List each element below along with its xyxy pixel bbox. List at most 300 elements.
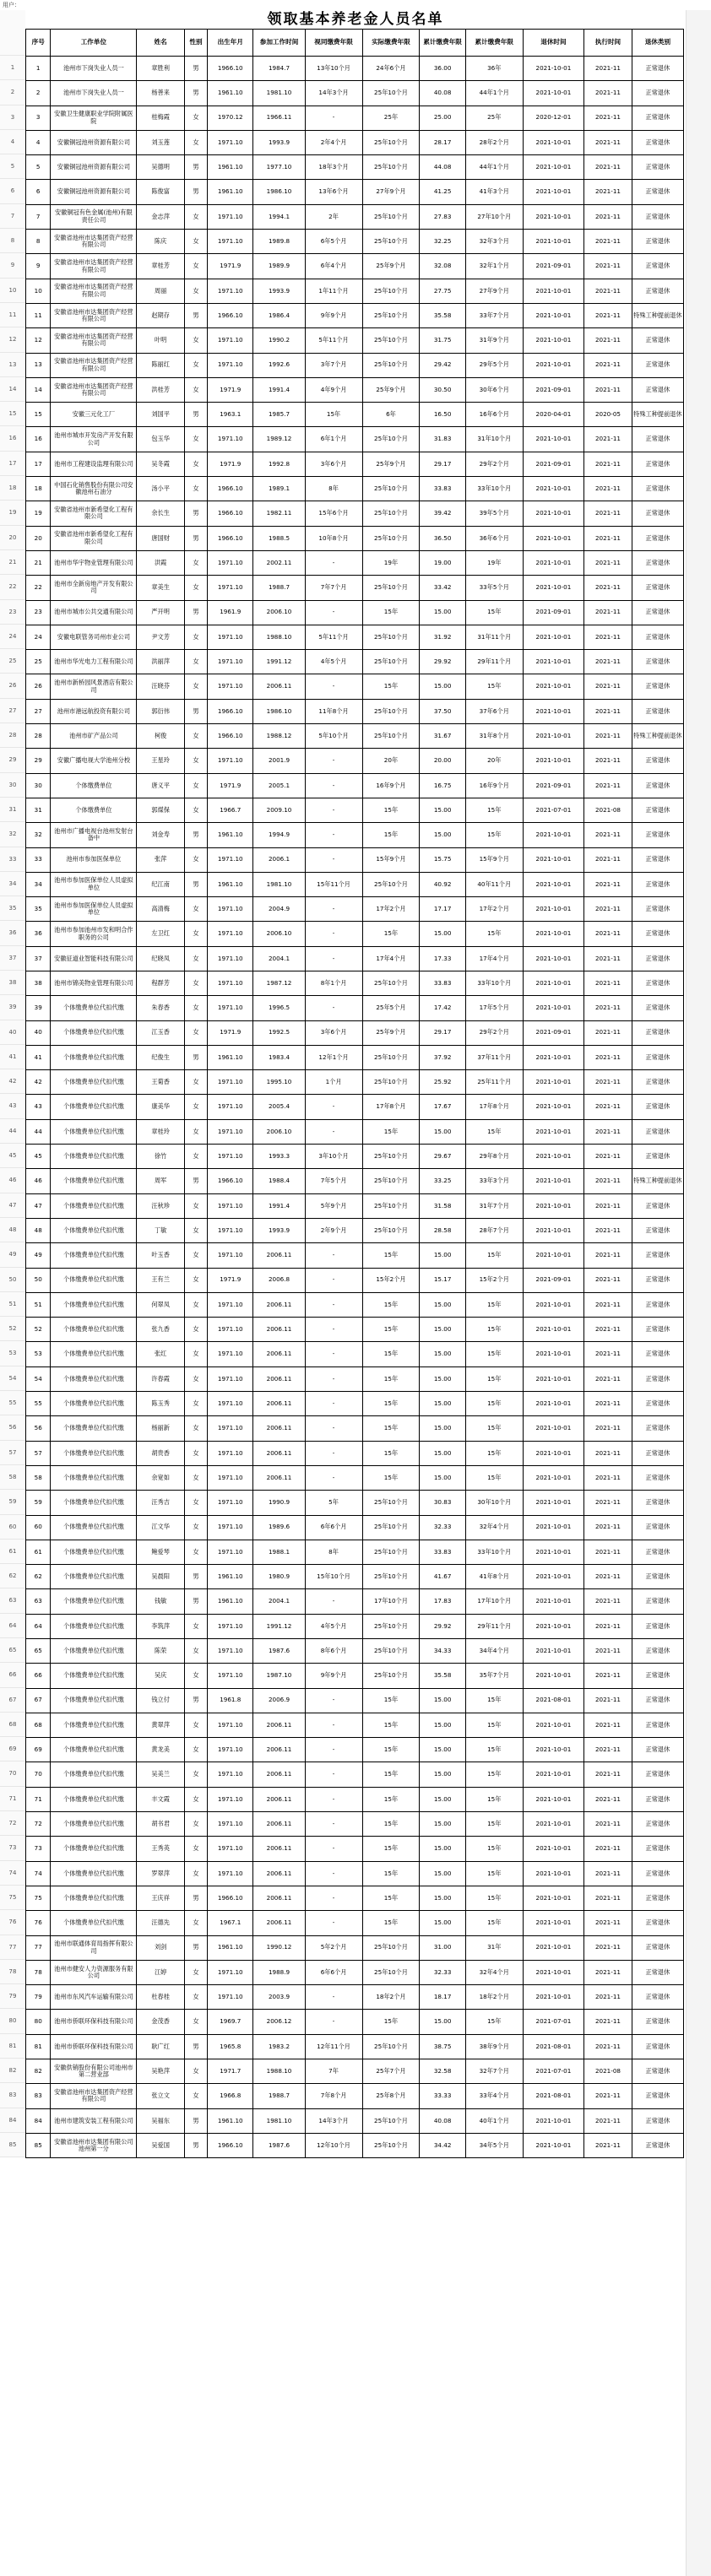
table-row bbox=[26, 254, 684, 279]
table-cell: 女 bbox=[184, 946, 207, 971]
row-header: 40 bbox=[0, 1020, 25, 1045]
table-cell: 16年9个月 bbox=[362, 773, 420, 798]
table-cell: 正常退休 bbox=[632, 230, 683, 254]
table-cell: 15年 bbox=[362, 1366, 420, 1391]
table-cell: 25年10个月 bbox=[362, 1169, 420, 1193]
row-header: 72 bbox=[0, 1811, 25, 1836]
table-cell: 张红 bbox=[137, 1342, 185, 1366]
table-row bbox=[26, 279, 684, 303]
table-cell: 74 bbox=[26, 1861, 51, 1886]
table-row bbox=[26, 1515, 684, 1540]
table-cell: 特殊工种提前退休 bbox=[632, 403, 683, 427]
table-cell: 池州市新桥园风景酒店有限公司 bbox=[51, 674, 137, 699]
table-cell: 2021-11 bbox=[584, 1886, 632, 1910]
row-header: 61 bbox=[0, 1540, 25, 1564]
table-cell: 2006.11 bbox=[253, 1762, 305, 1787]
table-cell: 2021-11 bbox=[584, 1614, 632, 1638]
table-cell: 3年10个月 bbox=[305, 1145, 362, 1169]
table-cell: 吴美兰 bbox=[137, 1762, 185, 1787]
table-cell: 叶明 bbox=[137, 328, 185, 353]
table-cell: 杨丽新 bbox=[137, 1416, 185, 1441]
table-cell: 2021-11 bbox=[584, 1589, 632, 1614]
table-cell: 池州市下岗失业人员一 bbox=[51, 81, 137, 106]
table-cell: 10 bbox=[26, 279, 51, 303]
table-cell: 15.00 bbox=[420, 1416, 465, 1441]
table-cell: 25年10个月 bbox=[362, 699, 420, 723]
table-cell: 25年10个月 bbox=[362, 477, 420, 501]
table-cell: 正常退休 bbox=[632, 1837, 683, 1861]
table-cell: 32 bbox=[26, 823, 51, 847]
table-cell: 正常退休 bbox=[632, 1911, 683, 1935]
table-cell: 2021-11 bbox=[584, 81, 632, 106]
table-cell: 吴艳萍 bbox=[137, 2059, 185, 2084]
table-cell: 1991.4 bbox=[253, 1193, 305, 1218]
table-cell: 1984.7 bbox=[253, 57, 305, 81]
row-header: 32 bbox=[0, 822, 25, 847]
table-cell: 1971.10 bbox=[208, 1639, 253, 1664]
table-row bbox=[26, 452, 684, 476]
table-cell: 正常退休 bbox=[632, 798, 683, 822]
table-cell: 2021-11 bbox=[584, 1392, 632, 1416]
table-cell: 池州市联通体育局指挥有限公司 bbox=[51, 1935, 137, 1960]
table-cell: 2006.11 bbox=[253, 1886, 305, 1910]
table-cell: 25年10个月 bbox=[362, 1515, 420, 1540]
table-cell: 15年 bbox=[362, 600, 420, 625]
table-cell: 汤小平 bbox=[137, 477, 185, 501]
table-cell: 2021-11 bbox=[584, 1837, 632, 1861]
table-cell: 5 bbox=[26, 155, 51, 180]
table-cell: 严开明 bbox=[137, 600, 185, 625]
table-cell: 2021-10-01 bbox=[523, 1342, 583, 1366]
table-cell: 2021-08-01 bbox=[523, 2034, 583, 2059]
table-cell: 2021-11 bbox=[584, 1045, 632, 1069]
column-header: 视同缴费年限 bbox=[305, 30, 362, 57]
table-cell: 29.17 bbox=[420, 1020, 465, 1045]
table-cell: 正常退休 bbox=[632, 1960, 683, 1984]
table-cell: 陈玉秀 bbox=[137, 1392, 185, 1416]
table-cell: 2004.9 bbox=[253, 897, 305, 922]
table-cell: 13 bbox=[26, 353, 51, 377]
table-cell: 16 bbox=[26, 427, 51, 452]
table-cell: 池州市锦美物业管理有限公司 bbox=[51, 971, 137, 995]
table-cell: 15.00 bbox=[420, 1812, 465, 1837]
table-cell: 44年1个月 bbox=[465, 155, 523, 180]
table-cell: 33.33 bbox=[420, 2084, 465, 2108]
table-cell: 个体缴费单位代扣代缴 bbox=[51, 1565, 137, 1589]
table-cell: - bbox=[305, 1837, 362, 1861]
table-cell: 1977.10 bbox=[253, 155, 305, 180]
table-cell: 2021-10-01 bbox=[523, 823, 583, 847]
row-header: 10 bbox=[0, 279, 25, 303]
table-cell: 个体缴费单位代扣代缴 bbox=[51, 1169, 137, 1193]
table-cell: 15年6个月 bbox=[305, 501, 362, 526]
column-header: 实际缴费年限 bbox=[362, 30, 420, 57]
table-cell: 2020-12-01 bbox=[523, 106, 583, 130]
table-cell: 7 bbox=[26, 204, 51, 229]
table-cell: 1971.10 bbox=[208, 1837, 253, 1861]
table-row bbox=[26, 1318, 684, 1342]
table-cell: 16.50 bbox=[420, 403, 465, 427]
table-cell: 正常退休 bbox=[632, 1119, 683, 1144]
table-cell: 女 bbox=[184, 1787, 207, 1811]
table-cell: 2006.11 bbox=[253, 1787, 305, 1811]
table-cell: 4年5个月 bbox=[305, 1614, 362, 1638]
table-cell: 正常退休 bbox=[632, 922, 683, 946]
table-cell: 15.00 bbox=[420, 922, 465, 946]
table-cell: 40年11个月 bbox=[465, 872, 523, 896]
table-cell: 池州市参加医保单位 bbox=[51, 847, 137, 872]
table-cell: 池州市城市开发房产开发有限公司 bbox=[51, 427, 137, 452]
table-cell: 2021-11 bbox=[584, 1465, 632, 1490]
row-header: 25 bbox=[0, 649, 25, 674]
table-cell: 7年7个月 bbox=[305, 576, 362, 600]
table-cell: 2021-11 bbox=[584, 1119, 632, 1144]
table-cell: - bbox=[305, 1812, 362, 1837]
table-cell: 安徽卫生健康职业学院附属医院 bbox=[51, 106, 137, 130]
table-row bbox=[26, 1268, 684, 1292]
table-cell: 2021-10-01 bbox=[523, 57, 583, 81]
table-cell: 男 bbox=[184, 155, 207, 180]
table-cell: 女 bbox=[184, 1540, 207, 1564]
table-cell: 15.75 bbox=[420, 847, 465, 872]
row-header: 41 bbox=[0, 1045, 25, 1069]
table-cell: 丰文霞 bbox=[137, 1787, 185, 1811]
table-cell: 1982.11 bbox=[253, 501, 305, 526]
table-cell: 15年2个月 bbox=[362, 1268, 420, 1292]
table-cell: 1971.10 bbox=[208, 1762, 253, 1787]
table-cell: 15年 bbox=[362, 1243, 420, 1268]
table-cell: 女 bbox=[184, 254, 207, 279]
table-cell: 2021-10-01 bbox=[523, 427, 583, 452]
table-cell: 1993.3 bbox=[253, 1145, 305, 1169]
table-cell: 个体缴费单位代扣代缴 bbox=[51, 1119, 137, 1144]
row-header: 6 bbox=[0, 179, 25, 203]
row-header: 20 bbox=[0, 526, 25, 550]
table-cell: 2021-11 bbox=[584, 353, 632, 377]
table-cell: 女 bbox=[184, 1960, 207, 1984]
table-cell: 男 bbox=[184, 1589, 207, 1614]
table-cell: 85 bbox=[26, 2133, 51, 2157]
table-cell: 男 bbox=[184, 1045, 207, 1069]
table-cell: 18.17 bbox=[420, 1985, 465, 2010]
table-cell: 正常退休 bbox=[632, 1565, 683, 1589]
table-cell: 2021-11 bbox=[584, 1762, 632, 1787]
table-cell: 2021-11 bbox=[584, 1193, 632, 1218]
table-row bbox=[26, 1812, 684, 1837]
table-cell: 75 bbox=[26, 1886, 51, 1910]
table-cell: 正常退休 bbox=[632, 1515, 683, 1540]
table-cell: 80 bbox=[26, 2010, 51, 2034]
row-header: 16 bbox=[0, 426, 25, 451]
table-cell: 2021-11 bbox=[584, 1292, 632, 1317]
table-cell: 2年4个月 bbox=[305, 130, 362, 154]
table-cell: 2021-10-01 bbox=[523, 2108, 583, 2133]
table-cell: 正常退休 bbox=[632, 1193, 683, 1218]
row-header: 84 bbox=[0, 2108, 25, 2133]
table-cell: 罗翠萍 bbox=[137, 1861, 185, 1886]
table-cell: 2021-10-01 bbox=[523, 155, 583, 180]
table-cell: 15年 bbox=[465, 1243, 523, 1268]
table-cell: 15年 bbox=[465, 1366, 523, 1391]
table-row bbox=[26, 1738, 684, 1762]
table-cell: - bbox=[305, 1095, 362, 1119]
table-cell: 1961.10 bbox=[208, 155, 253, 180]
table-cell: 33年5个月 bbox=[465, 576, 523, 600]
table-cell: 男 bbox=[184, 180, 207, 204]
table-cell: 1993.9 bbox=[253, 279, 305, 303]
table-cell: 15年 bbox=[362, 1318, 420, 1342]
table-cell: 15.00 bbox=[420, 1688, 465, 1713]
table-cell: 安徽省池州市达集团资产经营有限公司 bbox=[51, 303, 137, 327]
row-header: 2 bbox=[0, 80, 25, 105]
table-cell: 25年10个月 bbox=[362, 1664, 420, 1688]
table-cell: 16.75 bbox=[420, 773, 465, 798]
table-cell: 66 bbox=[26, 1664, 51, 1688]
table-cell: 36 bbox=[26, 922, 51, 946]
table-row bbox=[26, 1837, 684, 1861]
table-cell: 陈荣 bbox=[137, 1639, 185, 1664]
table-cell: 2021-10-01 bbox=[523, 1713, 583, 1737]
table-cell: 1971.10 bbox=[208, 1787, 253, 1811]
table-cell: 44 bbox=[26, 1119, 51, 1144]
table-cell: 1990.12 bbox=[253, 1935, 305, 1960]
table-cell: 2021-11 bbox=[584, 1070, 632, 1095]
table-cell: 28年2个月 bbox=[465, 130, 523, 154]
row-header: 27 bbox=[0, 699, 25, 723]
table-row bbox=[26, 1441, 684, 1465]
table-cell: 女 bbox=[184, 353, 207, 377]
table-cell: 2006.9 bbox=[253, 1688, 305, 1713]
table-cell: 15.00 bbox=[420, 1911, 465, 1935]
table-cell: 17年2个月 bbox=[362, 897, 420, 922]
table-row bbox=[26, 550, 684, 575]
table-cell: 吴冬霞 bbox=[137, 452, 185, 476]
table-row bbox=[26, 427, 684, 452]
table-cell: 2021-08-01 bbox=[523, 1688, 583, 1713]
row-header: 75 bbox=[0, 1886, 25, 1910]
table-cell: 女 bbox=[184, 798, 207, 822]
table-cell: 68 bbox=[26, 1713, 51, 1737]
table-header-row bbox=[26, 30, 684, 57]
table-cell: 2021-11 bbox=[584, 303, 632, 327]
table-cell: 2021-10-01 bbox=[523, 1119, 583, 1144]
table-cell: 36年6个月 bbox=[465, 526, 523, 550]
table-row bbox=[26, 1861, 684, 1886]
table-cell: 女 bbox=[184, 1020, 207, 1045]
table-cell: 2021-11 bbox=[584, 526, 632, 550]
table-row bbox=[26, 823, 684, 847]
table-cell: 2004.1 bbox=[253, 946, 305, 971]
table-cell: 1981.10 bbox=[253, 2108, 305, 2133]
table-cell: 特殊工种提前退休 bbox=[632, 303, 683, 327]
table-cell: 2006.12 bbox=[253, 2010, 305, 2034]
table-cell: 1971.10 bbox=[208, 1318, 253, 1342]
row-header: 8 bbox=[0, 229, 25, 253]
table-cell: 正常退休 bbox=[632, 600, 683, 625]
table-cell: 女 bbox=[184, 1985, 207, 2010]
table-row bbox=[26, 1985, 684, 2010]
table-cell: 33年10个月 bbox=[465, 1540, 523, 1564]
table-cell: 15年 bbox=[465, 1688, 523, 1713]
table-cell: 15年 bbox=[465, 1861, 523, 1886]
table-cell: 安徽省池州市达集团资产经营有限公司 bbox=[51, 328, 137, 353]
table-cell: 1971.10 bbox=[208, 1713, 253, 1737]
table-cell: - bbox=[305, 847, 362, 872]
table-row bbox=[26, 1145, 684, 1169]
table-cell: 1991.12 bbox=[253, 1614, 305, 1638]
table-cell: 正常退休 bbox=[632, 328, 683, 353]
table-row bbox=[26, 1960, 684, 1984]
table-cell: 30.83 bbox=[420, 1491, 465, 1515]
table-cell: 池州市工程建设监理有限公司 bbox=[51, 452, 137, 476]
table-cell: 安徽省池州市达集团资产经营有限公司 bbox=[51, 377, 137, 402]
table-cell: 女 bbox=[184, 674, 207, 699]
table-cell: 2年9个月 bbox=[305, 1218, 362, 1242]
table-cell: 女 bbox=[184, 2084, 207, 2108]
table-cell: 女 bbox=[184, 1713, 207, 1737]
table-cell: 32.33 bbox=[420, 1960, 465, 1984]
table-cell: 2021-10-01 bbox=[523, 1441, 583, 1465]
table-cell: 1966.10 bbox=[208, 724, 253, 749]
table-cell: 正常退休 bbox=[632, 1416, 683, 1441]
table-cell: 22 bbox=[26, 576, 51, 600]
table-cell: 1971.10 bbox=[208, 1515, 253, 1540]
table-cell: 王菊香 bbox=[137, 1070, 185, 1095]
table-cell: 2001.9 bbox=[253, 749, 305, 773]
table-cell: 2021-11 bbox=[584, 2084, 632, 2108]
table-cell: 19年 bbox=[465, 550, 523, 575]
table-cell: 1988.9 bbox=[253, 1960, 305, 1984]
table-cell: 18年3个月 bbox=[305, 155, 362, 180]
table-cell: 15.00 bbox=[420, 1465, 465, 1490]
table-cell: 正常退休 bbox=[632, 2133, 683, 2157]
row-header: 58 bbox=[0, 1465, 25, 1490]
row-header: 18 bbox=[0, 476, 25, 501]
table-cell: 1988.12 bbox=[253, 724, 305, 749]
table-cell: 个体缴费单位代扣代缴 bbox=[51, 1491, 137, 1515]
table-cell: 25年10个月 bbox=[362, 155, 420, 180]
table-cell: 2021-10-01 bbox=[523, 328, 583, 353]
table-cell: 31.75 bbox=[420, 328, 465, 353]
table-cell: 2021-11 bbox=[584, 1935, 632, 1960]
table-cell: 15年 bbox=[362, 1911, 420, 1935]
table-cell: 37年11个月 bbox=[465, 1045, 523, 1069]
table-cell: 50 bbox=[26, 1268, 51, 1292]
table-cell: 个体缴费单位 bbox=[51, 798, 137, 822]
table-cell: 程群芳 bbox=[137, 971, 185, 995]
table-cell: 2021-10-01 bbox=[523, 230, 583, 254]
table-row bbox=[26, 1243, 684, 1268]
table-cell: 1989.9 bbox=[253, 254, 305, 279]
table-cell: 女 bbox=[184, 1268, 207, 1292]
table-cell: 1991.4 bbox=[253, 377, 305, 402]
table-cell: 30 bbox=[26, 773, 51, 798]
table-cell: 张九香 bbox=[137, 1318, 185, 1342]
table-cell: 1988.10 bbox=[253, 625, 305, 649]
table-cell: 1987.6 bbox=[253, 1639, 305, 1664]
table-row bbox=[26, 57, 684, 81]
table-cell: 正常退休 bbox=[632, 1762, 683, 1787]
table-cell: 女 bbox=[184, 279, 207, 303]
row-header: 68 bbox=[0, 1713, 25, 1737]
table-cell: 洪丽萍 bbox=[137, 650, 185, 674]
table-cell: 女 bbox=[184, 106, 207, 130]
table-cell: - bbox=[305, 1688, 362, 1713]
table-cell: 1965.8 bbox=[208, 2034, 253, 2059]
table-cell: 正常退休 bbox=[632, 1095, 683, 1119]
table-cell: 刘剑 bbox=[137, 1935, 185, 1960]
table-cell: 2021-10-01 bbox=[523, 1664, 583, 1688]
row-header: 44 bbox=[0, 1119, 25, 1144]
table-row bbox=[26, 353, 684, 377]
table-cell: 1971.9 bbox=[208, 254, 253, 279]
column-header: 累计缴费年限 bbox=[420, 30, 465, 57]
table-cell: 2004.1 bbox=[253, 1589, 305, 1614]
row-header: 54 bbox=[0, 1366, 25, 1391]
table-cell: 2021-10-01 bbox=[523, 1366, 583, 1391]
table-cell: 6年4个月 bbox=[305, 254, 362, 279]
table-cell: 1990.2 bbox=[253, 328, 305, 353]
table-cell: 郭煤保 bbox=[137, 798, 185, 822]
table-cell: 2021-10-01 bbox=[523, 1392, 583, 1416]
table-cell: 安徽铜冠池州资源有限公司 bbox=[51, 180, 137, 204]
table-cell: 32.33 bbox=[420, 1515, 465, 1540]
table-cell: 汪晓芬 bbox=[137, 674, 185, 699]
table-cell: 2021-10-01 bbox=[523, 922, 583, 946]
table-cell: 8年1个月 bbox=[305, 971, 362, 995]
table-cell: 个体缴费单位代扣代缴 bbox=[51, 1193, 137, 1218]
table-cell: 34年5个月 bbox=[465, 2133, 523, 2157]
table-cell: 38年9个月 bbox=[465, 2034, 523, 2059]
table-cell: 25年10个月 bbox=[362, 427, 420, 452]
table-cell: 17.42 bbox=[420, 996, 465, 1020]
table-cell: 正常退休 bbox=[632, 872, 683, 896]
table-cell: 25年 bbox=[465, 106, 523, 130]
table-cell: 个体缴费单位代扣代缴 bbox=[51, 1366, 137, 1391]
table-cell: 25年10个月 bbox=[362, 1218, 420, 1242]
table-cell: 28.17 bbox=[420, 130, 465, 154]
row-header: 4 bbox=[0, 130, 25, 154]
table-row bbox=[26, 872, 684, 896]
table-cell: 2021-09-01 bbox=[523, 377, 583, 402]
table-cell: 2021-10-01 bbox=[523, 204, 583, 229]
table-cell: 1971.10 bbox=[208, 674, 253, 699]
table-cell: 1971.10 bbox=[208, 1070, 253, 1095]
table-cell: 女 bbox=[184, 1911, 207, 1935]
table-cell: - bbox=[305, 798, 362, 822]
table-cell: 1971.10 bbox=[208, 1985, 253, 2010]
table-cell: 39 bbox=[26, 996, 51, 1020]
table-cell: 2006.10 bbox=[253, 1119, 305, 1144]
table-row bbox=[26, 2084, 684, 2108]
table-cell: 1961.10 bbox=[208, 81, 253, 106]
table-row bbox=[26, 674, 684, 699]
table-cell: 刘金寿 bbox=[137, 823, 185, 847]
table-cell: 章胜利 bbox=[137, 57, 185, 81]
table-cell: 43 bbox=[26, 1095, 51, 1119]
table-cell: 池州市参加医保单位人员虚拟单位 bbox=[51, 872, 137, 896]
table-cell: 41 bbox=[26, 1045, 51, 1069]
table-cell: 31.00 bbox=[420, 1935, 465, 1960]
table-cell: 83 bbox=[26, 2084, 51, 2108]
table-cell: 5年 bbox=[305, 1491, 362, 1515]
table-cell: 8 bbox=[26, 230, 51, 254]
table-cell: 个体缴费单位代扣代缴 bbox=[51, 1145, 137, 1169]
table-cell: 正常退休 bbox=[632, 106, 683, 130]
table-cell: 25年10个月 bbox=[362, 230, 420, 254]
table-row bbox=[26, 650, 684, 674]
table-cell: 女 bbox=[184, 2010, 207, 2034]
